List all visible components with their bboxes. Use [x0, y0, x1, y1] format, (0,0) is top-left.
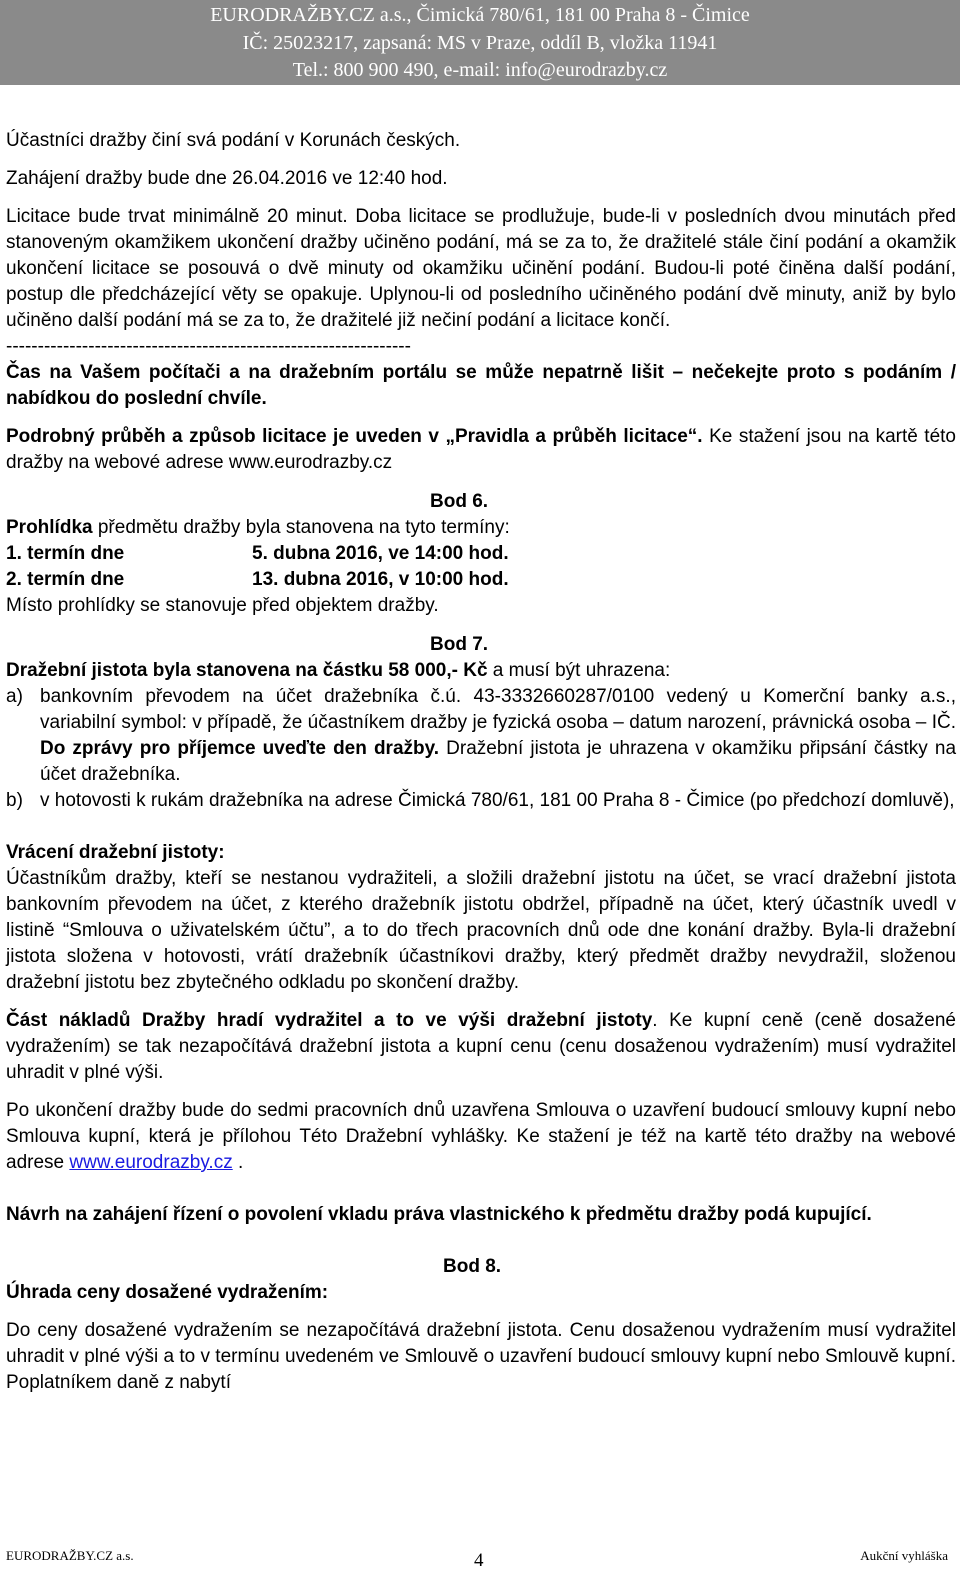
rules-note-text: Ke stažení jsou na kartě této dražby na webové adrese www.eurodrazby.cz	[6, 426, 956, 473]
option-a-bold: Do zprávy pro příjemce uveďte den dražby.	[40, 738, 440, 759]
letterhead	[0, 0, 960, 85]
inspection-place: Místo prohlídky se stanovuje před objektem dražby.	[6, 595, 439, 616]
contract-text: Po ukončení dražby bude do sedmi pracovních dnů uzavřena Smlouva o uzavření budoucí smlouvy kupní nebo Smlouva kupní, která je přílohou Této Dražební vyhlášky. Ke stažení je též na kartě této dražby na webové adrese	[6, 1100, 956, 1173]
section-6-heading: Bod 6.	[430, 491, 489, 512]
section-7-heading: Bod 7.	[430, 634, 489, 655]
document-body	[6, 128, 956, 1396]
list-text	[40, 684, 956, 788]
footer-company: EURODRAŽBY.CZ a.s.	[6, 1548, 134, 1563]
separator: ----------------------------------------------------------------	[6, 336, 411, 357]
deposit-amount	[6, 658, 956, 684]
licitation-rules: Licitace bude trvat minimálně 20 minut. Doba licitace se prodlužuje, bude-li v posledních dvou minutách před stanoveným okamžikem ukončení dražby učiněno podání, má se za to, že dražitelé stále činí podání a okamžik ukončení licitace se posouvá o dvě minuty od okamžiku učinění podání. Budou-li poté činěna další podání, postup dle předcházející věty se opakuje. Uplynou-li od posledního učiněného podání dvě minuty, aniž by bylo učiněno další podání má se za to, že dražitelé již nečiní podání a licitace končí.	[6, 206, 956, 331]
inspection-text: předmětu dražby byla stanovena na tyto termíny:	[92, 517, 510, 538]
option-a-text-end: Dražební jistota je uhrazena v okamžiku připsání částky na účet dražebníka.	[40, 738, 957, 785]
registration-proposal: Návrh na zahájení řízení o povolení vkladu práva vlastnického k předmětu dražby podá kupující.	[6, 1204, 872, 1225]
list-marker: a)	[6, 686, 23, 707]
inspection-intro	[6, 515, 956, 541]
auction-start: Zahájení dražby bude dne 26.04.2016 ve 12:40 hod.	[6, 168, 448, 189]
currency-note: Účastníci dražby činí svá podání v Korunách českých.	[6, 130, 461, 151]
term-value: 5. dubna 2016, ve 14:00 hod.	[252, 543, 509, 564]
page-footer	[6, 1546, 948, 1576]
contract-end: .	[232, 1152, 244, 1173]
list-text: v hotovosti k rukám dražebníka na adrese Čimická 780/61, 181 00 Praha 8 - Čimice (po předchozí domluvě),	[40, 790, 955, 811]
costs-bold: Část nákladů Dražby hradí vydražitel a to ve výši dražební jistoty	[6, 1010, 653, 1031]
payment-heading: Úhrada ceny dosažené vydražením:	[6, 1282, 329, 1303]
inspection-label: Prohlídka	[6, 517, 93, 538]
rules-note	[6, 424, 956, 476]
page-number: 4	[474, 1550, 484, 1571]
costs-text: . Ke kupní ceně (ceně dosažené vydražením) se tak nezapočítává dražební jistota a kupní cenu (cenu dosaženou vydražením) musí vydražitel uhradit v plné výši.	[6, 1010, 956, 1083]
letterhead-contact: Tel.: 800 900 490, e-mail: info@eurodrazby.cz	[292, 59, 668, 81]
option-a-text: bankovním převodem na účet dražebníka č.ú. 43-3332660287/0100 vedený u Komerční banky a.s., variabilní symbol: v případě, že účastníkem dražby je fyzická osoba – datum narození, právnická osoba – IČ.	[40, 686, 956, 733]
inspection-term-2	[6, 567, 956, 593]
contract-paragraph	[6, 1098, 956, 1176]
footer-document-title: Aukční vyhláška	[860, 1548, 948, 1563]
term-value: 13. dubna 2016, v 10:00 hod.	[252, 569, 509, 590]
inspection-term-1	[6, 541, 956, 567]
rules-note-bold: Podrobný průběh a způsob licitace je uveden v „Pravidla a průběh licitace“.	[6, 426, 703, 447]
deposit-return-text: Účastníkům dražby, kteří se nestanou vydražiteli, a složili dražební jistotu na účet, se vrací dražební jistota bankovním převodem na účet, z kterého dražebník jistotu obdržel, případně na účet, který účastník uvedl v listině “Smlouva o uživatelském účtu”, a to do třech pracovních dnů ode dne konání dražby. Byla-li dražební jistota složena v hotovosti, vrátí dražebník účastníkovi dražby, který předmět dražby nevydražil, složenou dražební jistotu bez zbytečného odkladu po skončení dražby.	[6, 868, 956, 993]
payment-option-a	[6, 684, 956, 788]
time-warning: Čas na Vašem počítači a na dražebním portálu se může nepatrně lišit – nečekejte proto s podáním / nabídkou do poslední chvíle.	[6, 362, 956, 409]
letterhead-registration: IČ: 25023217, zapsaná: MS v Praze, oddíl B, vložka 11941	[242, 32, 718, 54]
eurodrazby-link[interactable]: www.eurodrazby.cz	[69, 1152, 233, 1173]
deposit-return-heading: Vrácení dražební jistoty:	[6, 842, 225, 863]
list-marker: b)	[6, 790, 23, 811]
costs-paragraph	[6, 1008, 956, 1086]
term-label: 1. termín dne	[6, 543, 125, 564]
deposit-amount-bold: Dražební jistota byla stanovena na částku 58 000,- Kč	[6, 660, 488, 681]
deposit-amount-text: a musí být uhrazena:	[487, 660, 671, 681]
payment-text: Do ceny dosažené vydražením se nezapočítává dražební jistota. Cenu dosaženou vydražením musí vydražitel uhradit v plné výši a to v termínu uvedeném ve Smlouvě o uzavření budoucí smlouvy kupní nebo Smlouvě kupní. Poplatníkem daně z nabytí	[6, 1320, 956, 1393]
term-label: 2. termín dne	[6, 569, 125, 590]
section-8-heading: Bod 8.	[443, 1256, 502, 1277]
payment-option-b	[6, 788, 956, 814]
letterhead-company: EURODRAŽBY.CZ a.s., Čimická 780/61, 181 00 Praha 8 - Čimice	[210, 4, 750, 26]
